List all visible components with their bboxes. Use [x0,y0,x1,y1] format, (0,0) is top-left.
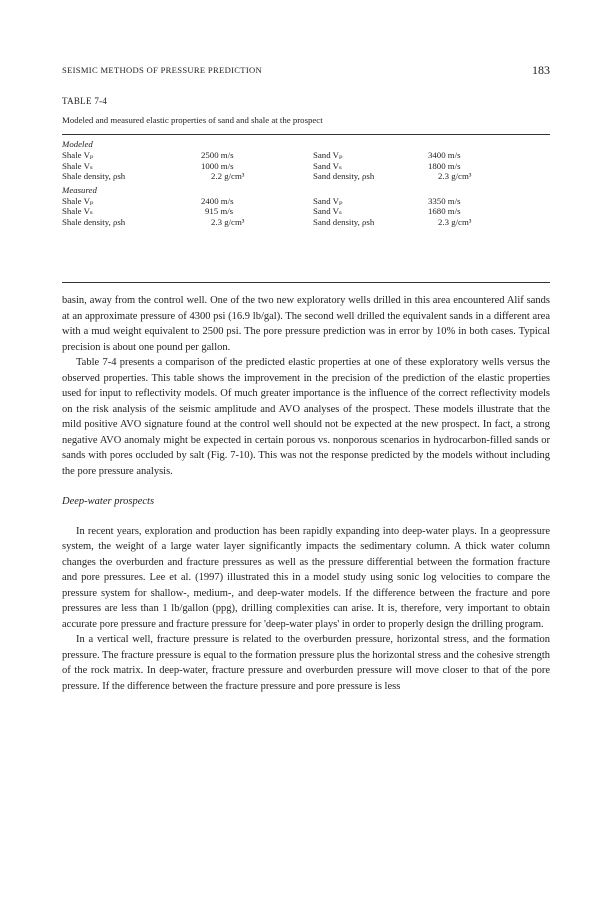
table-cell: Sand Vₛ [313,160,342,171]
table-row [62,196,550,207]
table-cell: 1680 m/s [428,206,461,217]
table-cell: Shale Vₛ [62,160,93,171]
table-caption: Modeled and measured elastic properties of sand and shale at the prospect [62,115,323,125]
paragraph: In recent years, exploration and production has been rapidly expanding into deep-water plays. In a geopressure system, the weight of a large water layer significantly impacts the sedimentary column. A thick water column changes the overburden and fracture pressures as well as the pressure differential between the formation fracture and pore pressures. Lee et al. (1997) illustrated this in a model study using sonic log velocities to compare the pressure system for shallow-, medium-, and deep-water models. If the difference between the fracture and pore pressures are less than 1 lb/gallon (ppg), drilling complexities can arise. It is, therefore, very important to obtain accurate pore pressure and fracture pressure for 'deep-water plays' in order to properly design the drilling program. [62,525,550,630]
table-cell: Sand density, ρsh [313,171,375,182]
table-cell: 2.2 g/cm³ [211,171,245,182]
table-row [62,161,550,172]
section-heading: Deep-water prospects [62,496,155,507]
running-head [62,63,550,79]
properties-table [62,138,550,228]
table-cell: Shale Vₚ [62,195,94,206]
table-cell: 2.3 g/cm³ [438,171,472,182]
table-cell: Shale Vₚ [62,150,94,160]
table-label: TABLE 7-4 [62,96,108,106]
paragraph: basin, away from the control well. One of the two new exploratory wells drilled in this area encountered Alif sands at an approximate pressure of 4300 psi (16.9 lb/gal). The second well drilled the equivalent sands in a different area with a mud weight equivalent to 2500 psi. The pore pressure prediction was in error by 10% in both cases. Typical precision is about one pound per gallon. [62,295,550,353]
table-row [62,171,550,182]
table-row [62,206,550,217]
table-cell: 1000 m/s [201,160,234,171]
table-group-heading: Modeled [62,139,93,149]
table-row [62,150,550,161]
table-cell: Sand Vₚ [313,195,343,206]
table-cell: 2500 m/s [201,150,234,160]
table-cell: Shale density, ρsh [62,171,126,182]
table-cell: 915 m/s [205,206,234,217]
table-cell: 3350 m/s [428,195,461,206]
table-cell: 1800 m/s [428,160,461,171]
table-row [62,217,550,228]
table-cell: 2.3 g/cm³ [438,216,472,227]
table-cell: 2.3 g/cm³ [211,216,245,227]
table-cell: Sand Vₚ [313,150,343,160]
table-cell: Sand density, ρsh [313,216,375,227]
paragraph: Table 7-4 presents a comparison of the predicted elastic properties at one of these exploratory wells versus the observed properties. This table shows the improvement in the precision of the prediction of the elastic properties used for input to reflectivity models. Of much greater importance is the influence of the correct reflectivity models on the risk analysis of the seismic amplitude and AVO analyses of the prospect. These models illustrate that the mild positive AVO signature found at the control well should not be expected at the new prospect. In fact, a strong negative AVO anomaly might be expected in certain porous vs. nonporous scenarios in hydrocarbon-filled sands or sands with pores occluded by salt (Fig. 7-10). This was not the response predicted by the models without including the pore pressure analysis. [62,357,550,477]
table-cell: 3400 m/s [428,150,461,160]
page-number: 183 [532,63,550,77]
table-top-rule [62,134,550,135]
table-cell: 2400 m/s [201,195,234,206]
table-cell: Shale Vₛ [62,206,93,217]
book-page [62,0,550,900]
table-cell: Sand Vₛ [313,206,342,217]
table-group-heading: Measured [62,184,97,195]
body-text [62,293,550,694]
table-cell: Shale density, ρsh [62,216,126,227]
running-title: SEISMIC METHODS OF PRESSURE PREDICTION [62,65,263,75]
paragraph: In a vertical well, fracture pressure is related to the overburden pressure, horizontal stress, and the formation pressure. The fracture pressure is equal to the formation pressure plus the horizontal stress and the cohesive strength of the rock matrix. In deep-water, fracture pressure and overburden pressure will move closer to that of the pore pressure. If the difference between the fracture pressure and pore pressure is less [62,634,550,692]
table-bottom-rule [62,282,550,283]
